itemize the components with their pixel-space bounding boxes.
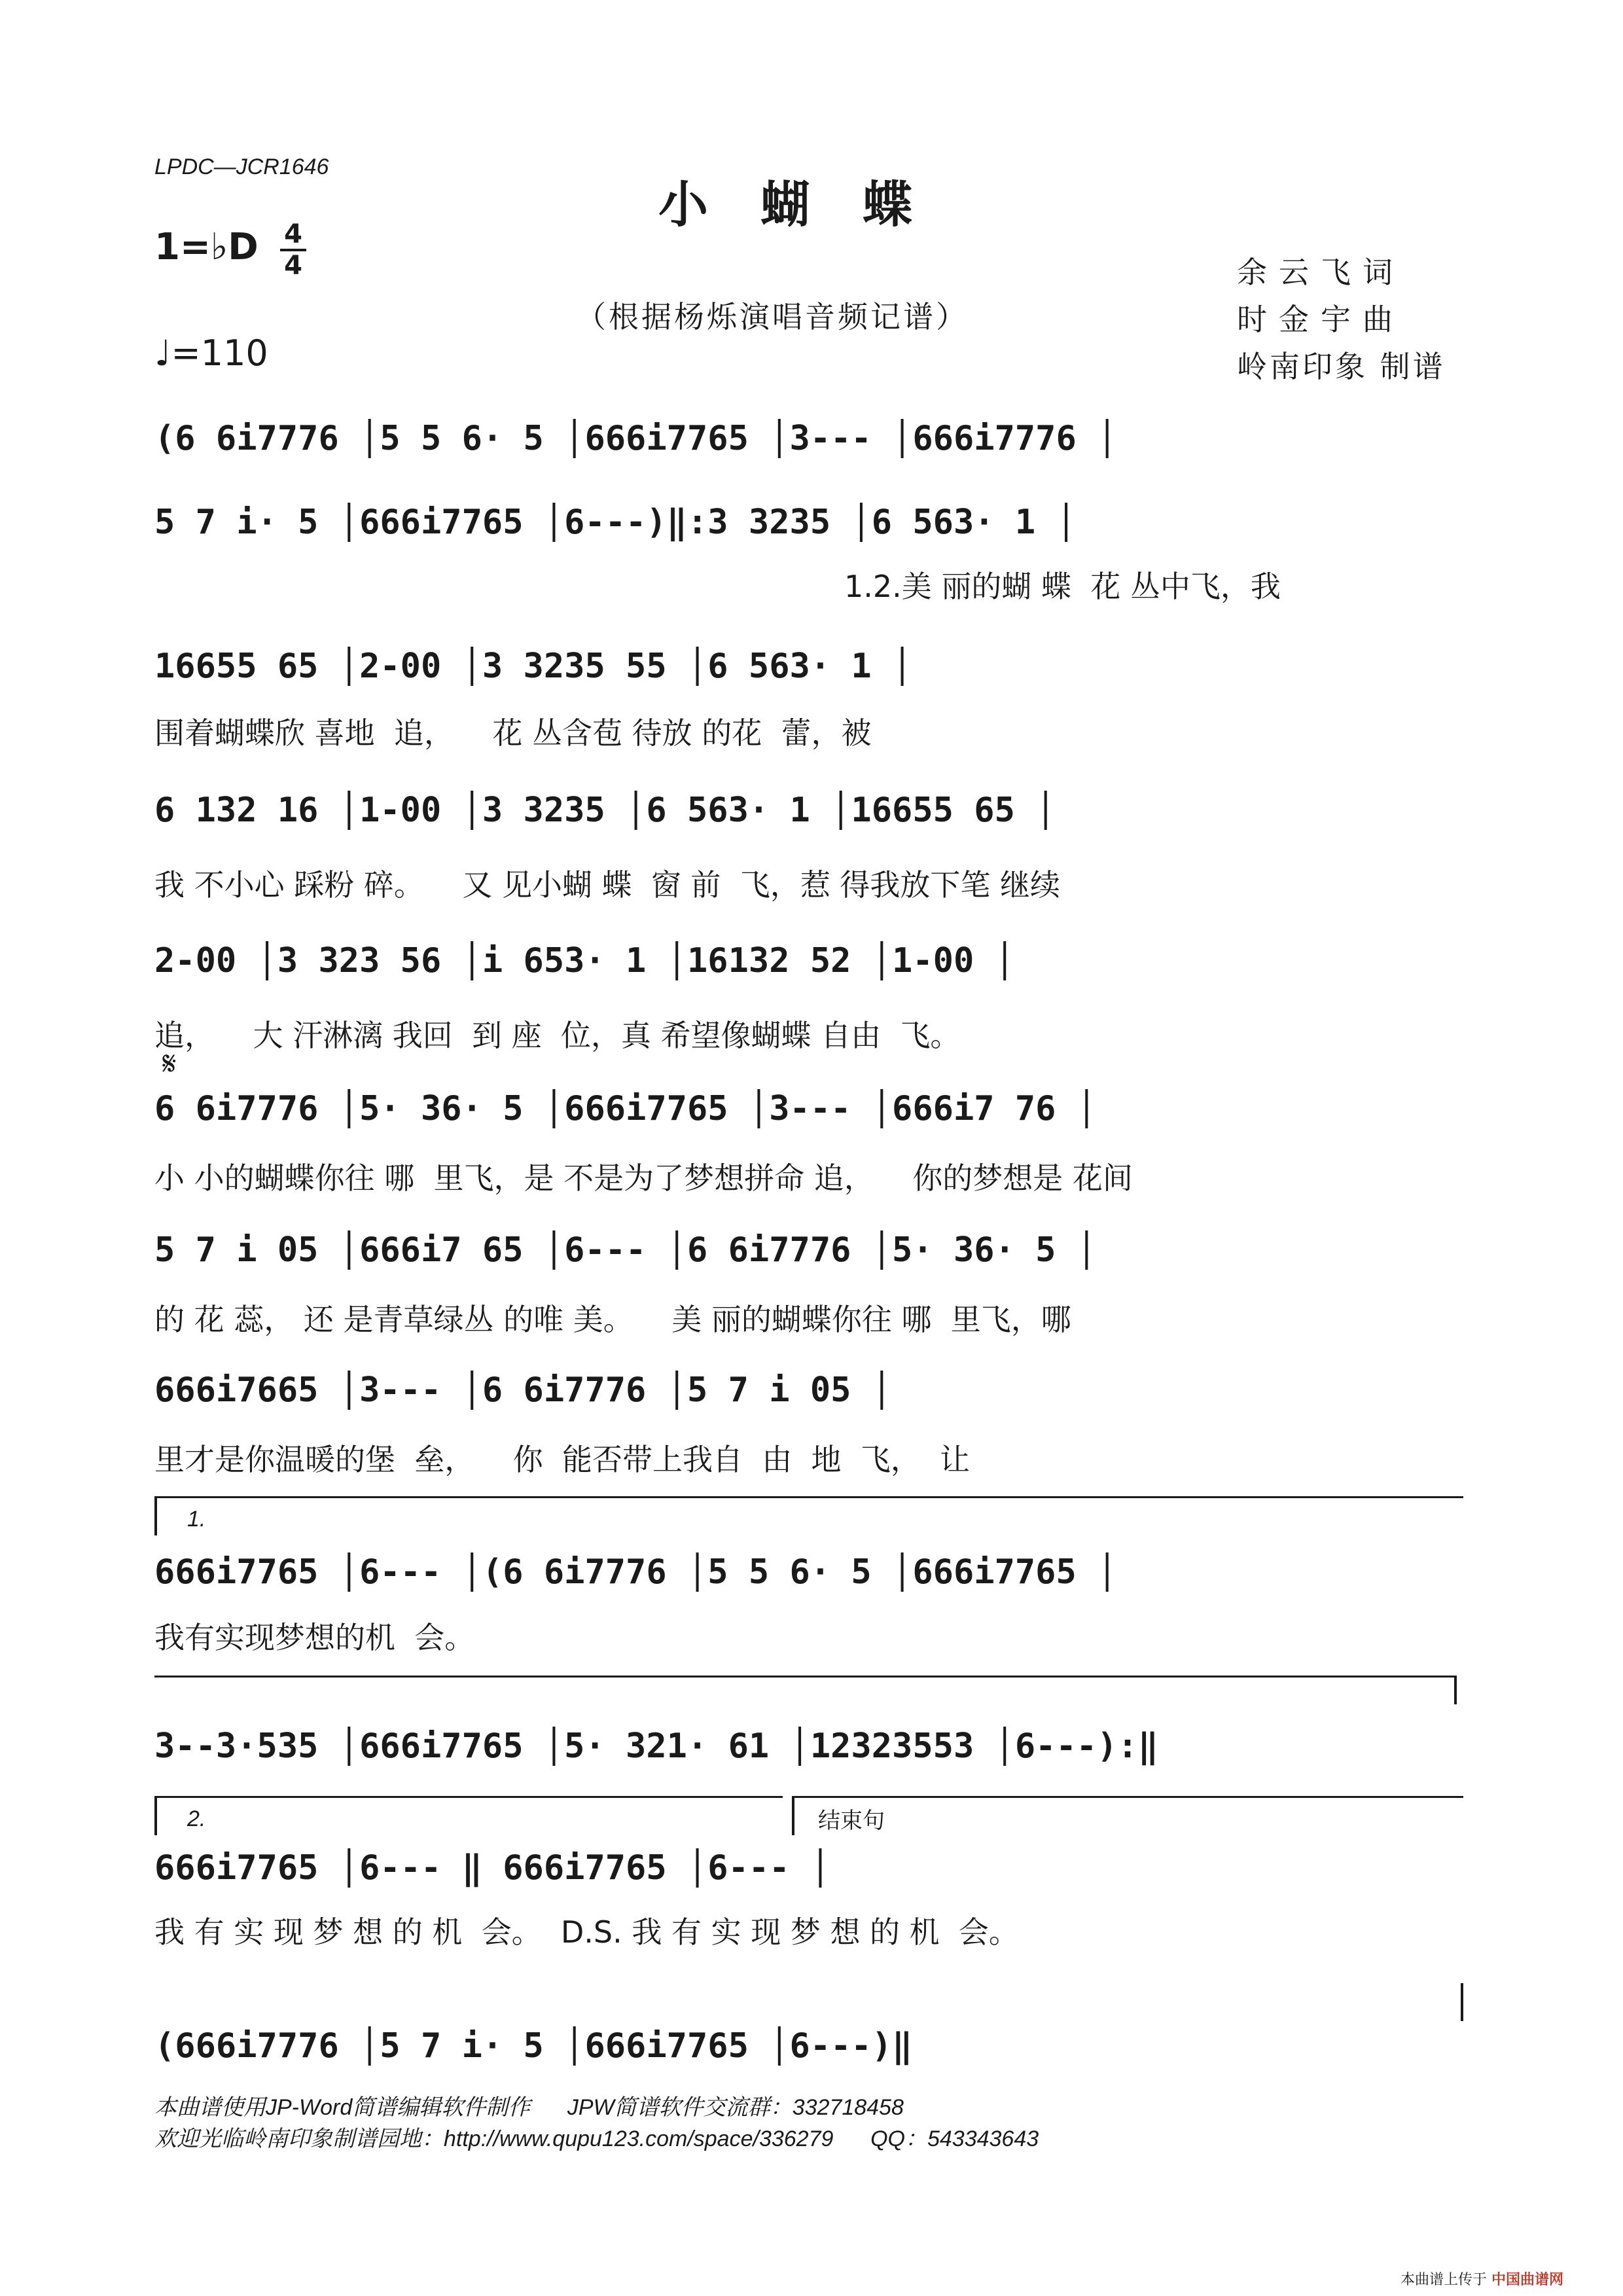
ending-bracket [792, 1796, 1463, 1798]
volta-1-continuation [154, 1676, 1457, 1677]
subtitle: （根据杨烁演唱音频记谱） [576, 299, 969, 334]
notation-row: 5 7 i 05 │666i7 65 │6--- │6 6i7776 │5· 36· 5 │ [154, 1230, 1097, 1270]
volta-1-label: 1. [187, 1507, 206, 1532]
notation-row: 666i7765 │6--- │(6 6i7776 │5 5 6· 5 │666i7765 │ [154, 1552, 1118, 1592]
notation-row: 6 6i7776 │5· 36· 5 │666i7765 │3--- │666i7 76 │ [154, 1089, 1097, 1128]
ending-label: 结束句 [818, 1808, 885, 1833]
notation-row: 666i7765 │6--- ‖ 666i7765 │6--- │ [154, 1848, 831, 1888]
footer-line-1: 本曲谱使用JP-Word简谱编辑软件制作 JPW简谱软件交流群：332718458 [154, 2095, 904, 2120]
volta-1-bracket [154, 1496, 1463, 1498]
notation-row: 6 132 16 │1-00 │3 3235 │6 563· 1 │16655 65 │ [154, 791, 1056, 830]
meter-numerator: 4 [284, 219, 302, 249]
segno-sign: 𝄋 [162, 1045, 177, 1083]
volta-2-label: 2. [187, 1806, 206, 1831]
lyric-line: 我 不小心 踩粉 碎。 又 见小蝴 蝶 窗 前 飞，惹 得我放下笔 继续 [154, 867, 1060, 903]
notation-row: 5 7 i· 5 │666i7765 │6---)‖:3 3235 │6 563· 1 │ [154, 503, 1077, 542]
site-logo [1400, 2269, 1563, 2289]
key-signature: 1=♭D [154, 226, 259, 268]
volta-2-bracket-edge [154, 1796, 157, 1835]
ending-bracket-edge [792, 1796, 794, 1835]
arranger-credit: 岭南印象 制谱 [1237, 349, 1446, 384]
notation-row: 666i7665 │3--- │6 6i7776 │5 7 i 05 │ [154, 1371, 893, 1410]
page-title: 小蝴蝶 [658, 175, 965, 234]
site-brand: 中国曲谱网 [1491, 2272, 1564, 2288]
final-bracket-edge [1461, 1983, 1463, 2021]
notation-row: 16655 65 │2-00 │3 3235 55 │6 563· 1 │ [154, 647, 913, 686]
volta-1-bracket-edge [154, 1496, 157, 1535]
lyric-line: 围着蝴蝶欣 喜地 追， 花 丛含苞 待放 的花 蕾，被 [154, 715, 872, 751]
meter-denominator: 4 [284, 251, 302, 281]
lyric-line: 我有实现梦想的机 会。 [154, 1620, 475, 1655]
lyric-line: 追， 大 汗淋漓 我回 到 座 位，真 希望像蝴蝶 自由 飞。 [154, 1018, 961, 1053]
volta-2-bracket [154, 1796, 783, 1798]
time-signature [280, 221, 306, 279]
notation-row: 2-00 │3 323 56 │i 653· 1 │16132 52 │1-00 │ [154, 941, 1015, 980]
upload-note: 本曲谱上传于 [1400, 2272, 1488, 2288]
lyric-line: 1.2.美 丽的蝴 蝶 花 丛中飞，我 [844, 569, 1281, 604]
lyric-line: 的 花 蕊， 还 是青草绿丛 的唯 美。 美 丽的蝴蝶你往 哪 里飞，哪 [154, 1302, 1071, 1337]
composer-credit: 时金宇曲 [1237, 302, 1404, 337]
score-code: LPDC—JCR1646 [154, 154, 329, 179]
volta-1-continuation-edge [1454, 1676, 1457, 1704]
notation-row: (666i7776 │5 7 i· 5 │666i7765 │6---)‖ [154, 2026, 913, 2066]
lyricist-credit: 余云飞词 [1237, 255, 1404, 290]
lyric-line: 我 有 实 现 梦 想 的 机 会。 D.S. 我 有 实 现 梦 想 的 机 会。 [154, 1914, 1019, 1950]
lyric-line: 里才是你温暖的堡 垒， 你 能否带上我自 由 地 飞， 让 [154, 1442, 970, 1477]
tempo-marking: ♩=110 [154, 332, 268, 374]
notation-row: 3--3·535 │666i7765 │5· 321· 61 │12323553 │6---):‖ [154, 1727, 1159, 1766]
lyric-line: 小 小的蝴蝶你往 哪 里飞，是 不是为了梦想拼命 追， 你的梦想是 花间 [154, 1160, 1133, 1196]
notation-row: (6 6i7776 │5 5 6· 5 │666i7765 │3--- │666i7776 │ [154, 419, 1118, 458]
footer-line-2: 欢迎光临岭南印象制谱园地：http://www.qupu123.com/space/336279 QQ：543343643 [154, 2126, 1039, 2151]
